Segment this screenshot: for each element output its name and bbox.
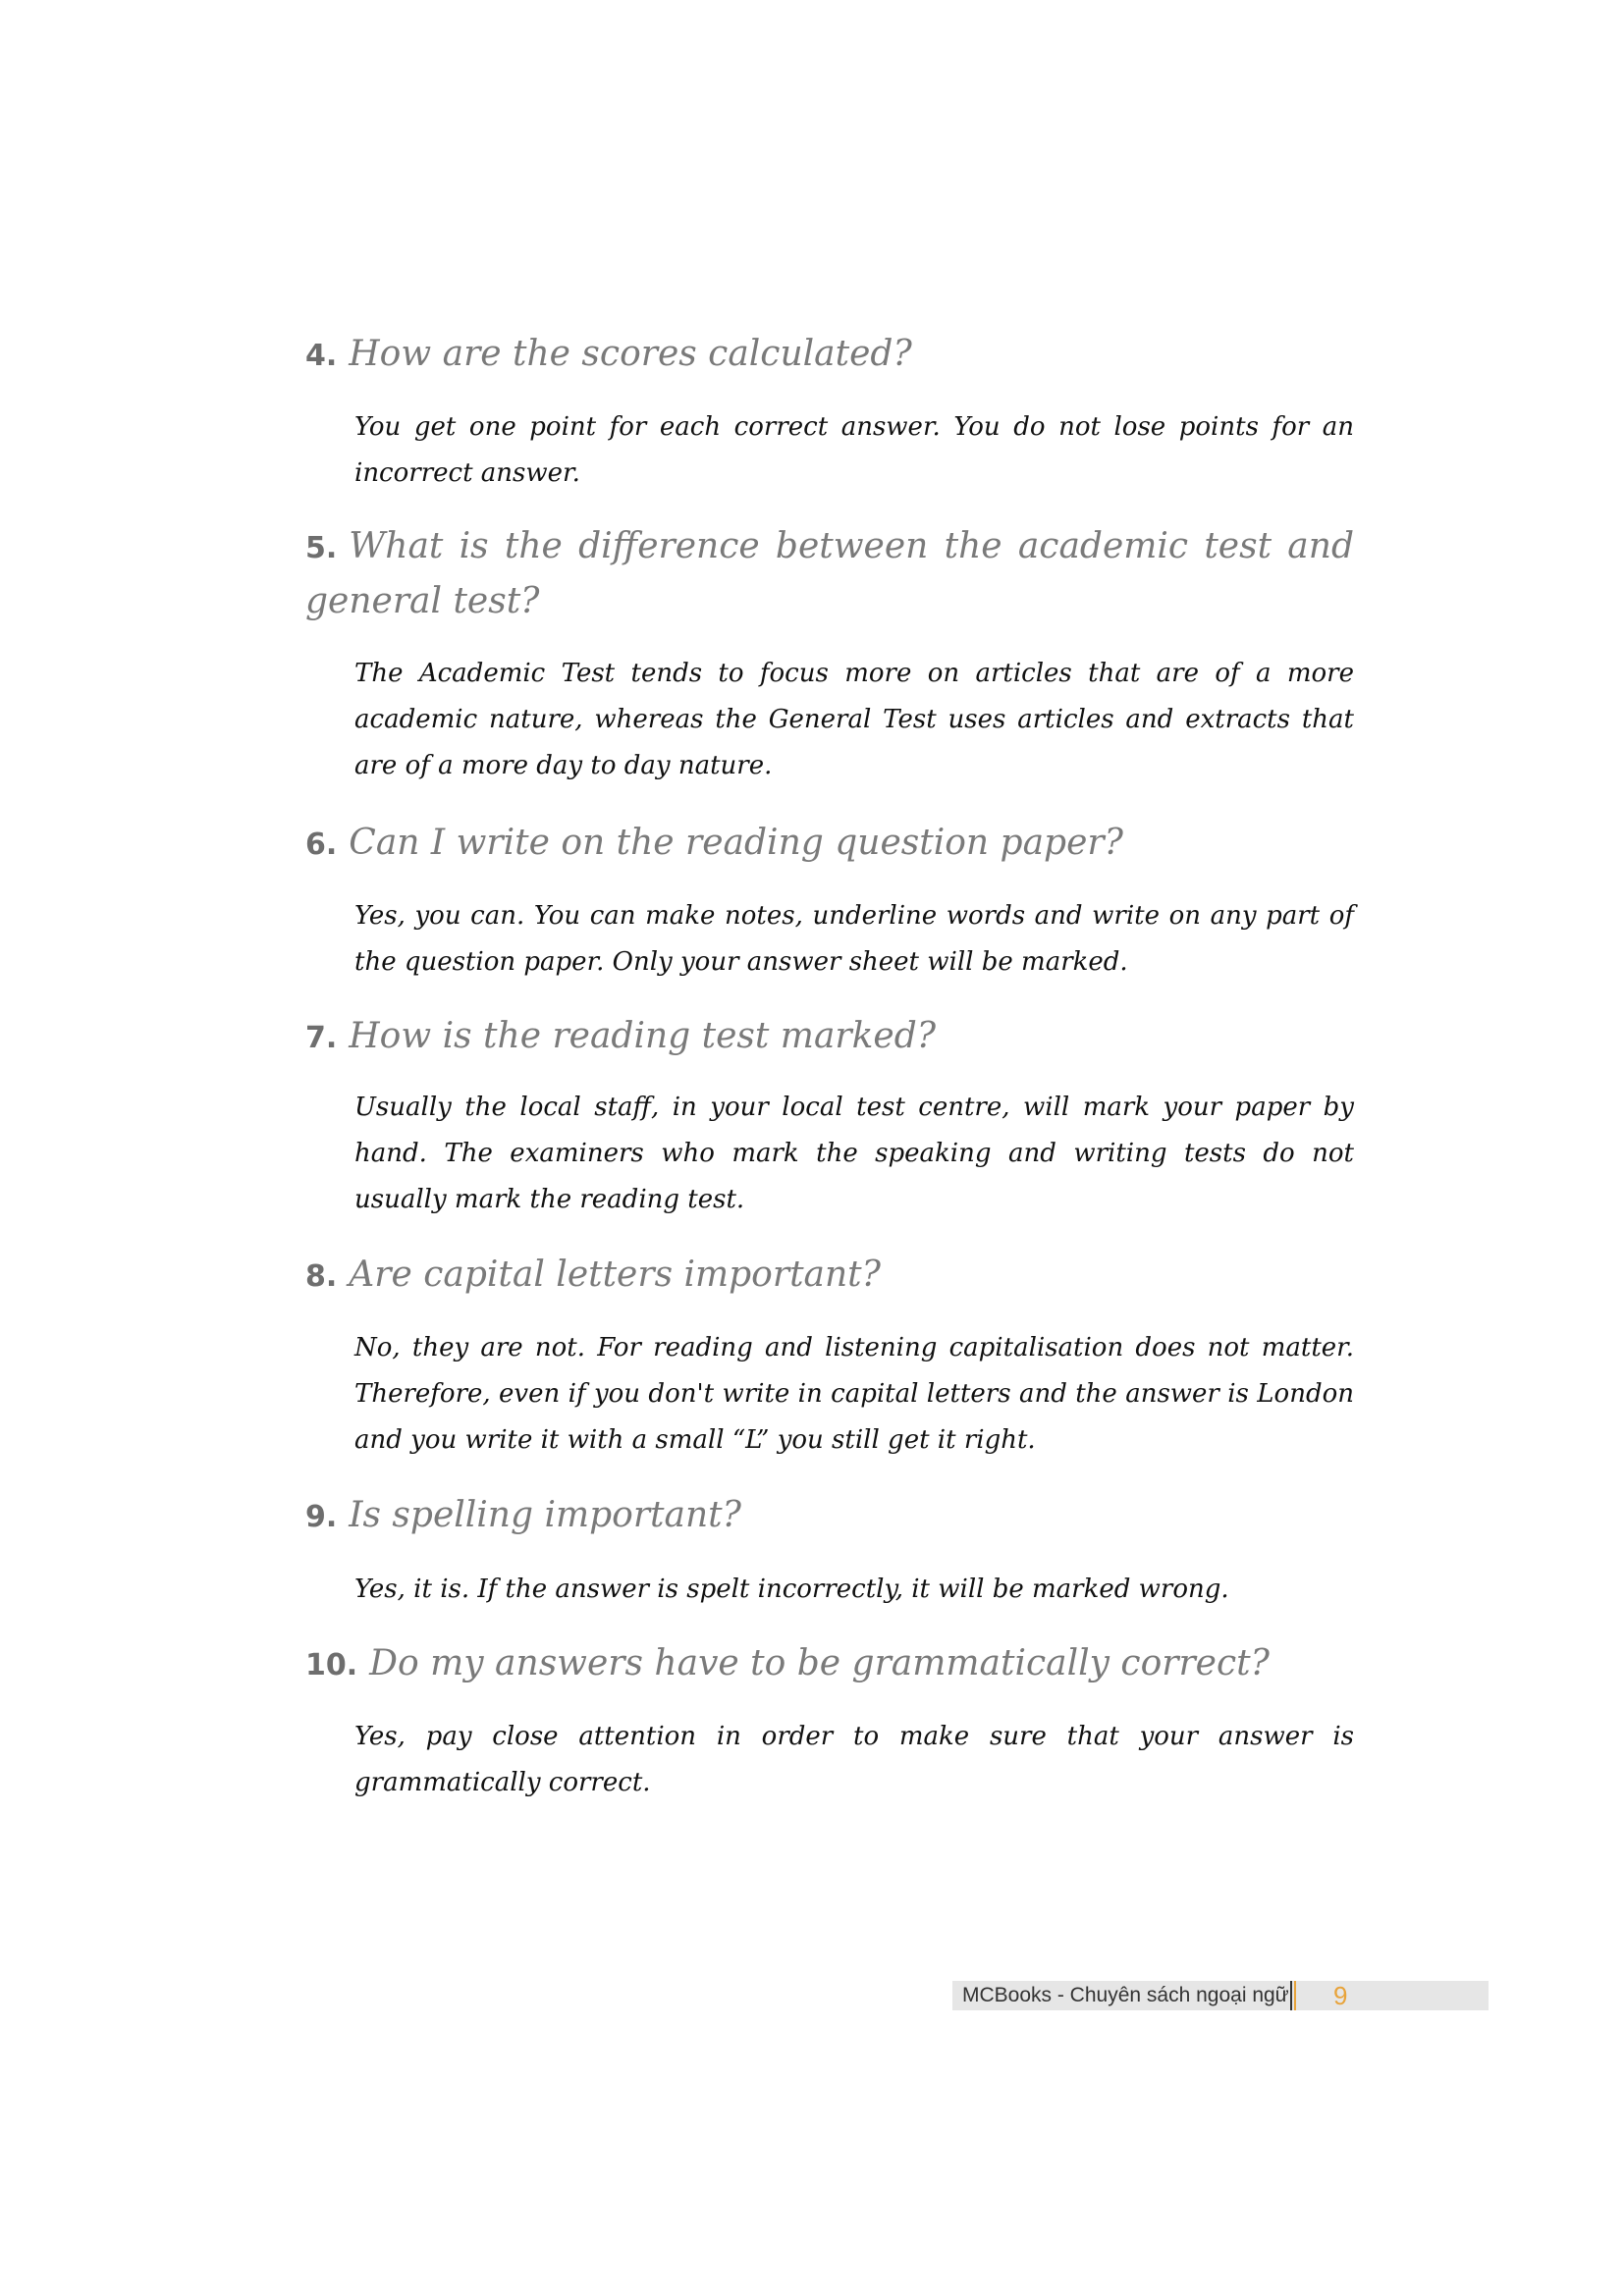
question-5 [305,520,1354,628]
question-number: 9. [305,1500,338,1534]
question-6 [305,816,1356,873]
answer-8: No, they are not. For reading and listening capitalisation does not matter. Therefore, even if you don't write in capital letters and the answer is London and you write it with a small “L” you still get it right. [354,1333,1354,1455]
question-4 [305,327,1356,384]
answer-7: Usually the local staff, in your local test centre, will mark your paper by hand. The examiners who mark the speaking and writing tests do not usually mark the reading test. [354,1093,1354,1214]
footer-divider-accent [1294,1981,1296,2010]
question-text: What is the difference between the academic test and general test? [305,526,1354,621]
question-text: How are the scores calculated? [349,334,912,374]
question-text: How is the reading test marked? [349,1016,937,1056]
publisher-label: MCBooks - Chuyên sách ngoại ngữ [962,1984,1289,2006]
question-text: Is spelling important? [349,1495,741,1535]
question-text: Do my answers have to be grammatically correct? [369,1643,1270,1683]
question-number: 4. [305,339,338,373]
question-7 [305,1009,1356,1066]
question-number: 10. [305,1648,358,1682]
answer-6: Yes, you can. You can make notes, underline words and write on any part of the question paper. Only your answer sheet will be marked. [354,901,1354,977]
footer-divider [1290,1981,1292,2010]
question-number: 5. [305,531,338,565]
answer-9: Yes, it is. If the answer is spelt incorrectly, it will be marked wrong. [354,1575,1229,1604]
question-text: Are capital letters important? [349,1255,881,1295]
answer-10: Yes, pay close attention in order to make sure that your answer is grammatically correct. [354,1722,1354,1797]
question-number: 8. [305,1259,338,1294]
question-number: 7. [305,1021,338,1055]
question-text: Can I write on the reading question paper? [349,823,1123,863]
answer-4: You get one point for each correct answer. You do not lose points for an incorrect answer. [354,412,1354,488]
page-footer [952,1981,1489,2010]
question-number: 6. [305,828,338,862]
question-8 [305,1248,1356,1305]
answer-5: The Academic Test tends to focus more on articles that are of a more academic nature, whereas the General Test uses articles and extracts that are of a more day to day nature. [354,659,1354,780]
question-9 [305,1488,1356,1545]
question-10 [305,1636,1356,1693]
page-number: 9 [1333,1981,1348,2010]
